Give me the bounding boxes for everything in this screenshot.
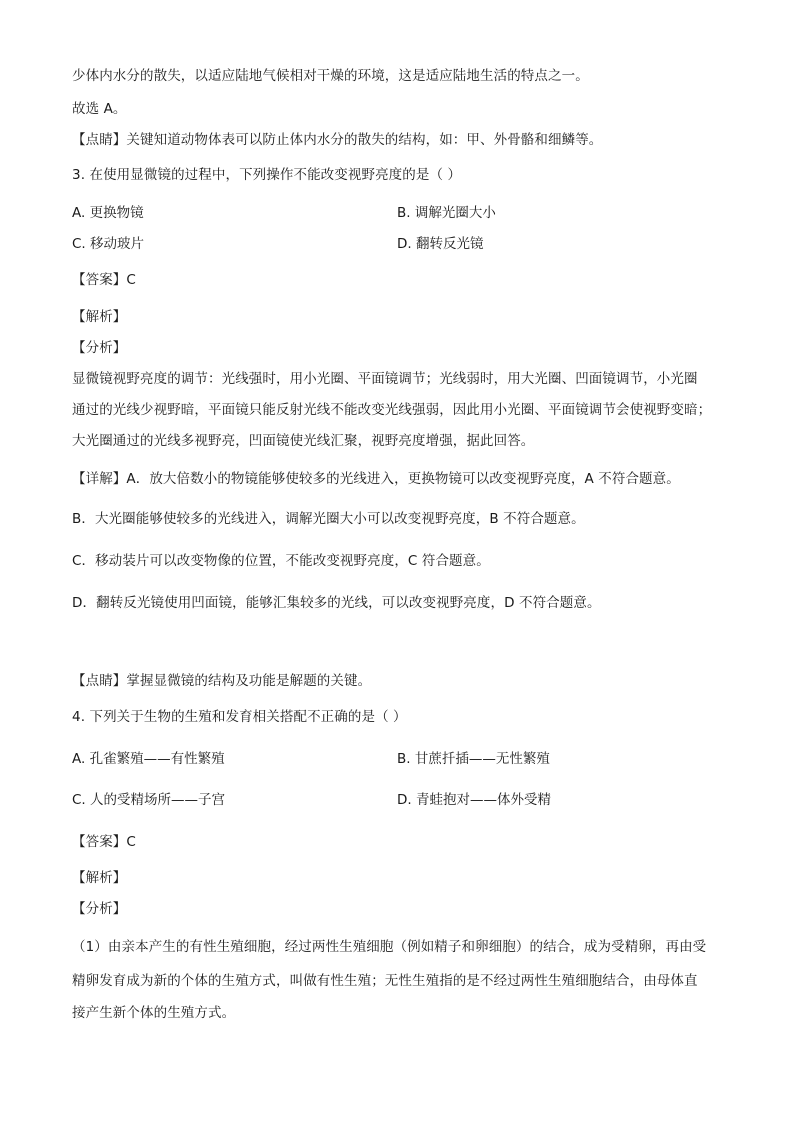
comment-line: 【点睛】关键知道动物体表可以防止体内水分的散失的结构，如：甲、外骨骼和细鳞等。 [72, 132, 603, 148]
text-line: 故选 A。 [72, 101, 127, 117]
question-3-detail-c: C．移动装片可以改变物像的位置，不能改变视野亮度，C 符合题意。 [72, 553, 490, 569]
text-line: 少体内水分的散失，以适应陆地气候相对干燥的环境，这是适应陆地生活的特点之一。 [72, 68, 589, 84]
question-4-analysis-label: 【解析】 [72, 870, 127, 886]
question-4-analysis-text: 接产生新个体的生殖方式。 [72, 1005, 236, 1021]
question-4-analysis-heading: 【分析】 [72, 901, 127, 917]
question-3-analysis-text: 通过的光线少视野暗，平面镜只能反射光线不能改变光线强弱，因此用小光圈、平面镜调节会使视野变暗； [72, 402, 712, 418]
question-4-option-a: A. 孔雀繁殖——有性繁殖 [72, 751, 225, 767]
question-3-option-b: B. 调解光圈大小 [397, 205, 496, 221]
question-4-stem: 4. 下列关于生物的生殖和发育相关搭配不正确的是（ ） [72, 709, 407, 725]
question-3-answer: 【答案】C [72, 272, 136, 288]
question-3-analysis-text: 大光圈通过的光线多视野亮，凹面镜使光线汇聚，视野亮度增强，据此回答。 [72, 433, 535, 449]
question-3-analysis-label: 【解析】 [72, 309, 127, 325]
question-3-stem: 3. 在使用显微镜的过程中，下列操作不能改变视野亮度的是（ ） [72, 167, 462, 183]
question-3-option-c: C. 移动玻片 [72, 236, 145, 252]
question-3-option-a: A. 更换物镜 [72, 205, 144, 221]
question-3-analysis-text: 显微镜视野亮度的调节：光线强时，用小光圈、平面镜调节；光线弱时，用大光圈、凹面镜调节，小光圈 [72, 371, 698, 387]
question-4-option-d: D. 青蛙抱对——体外受精 [397, 792, 551, 808]
question-3-detail-d: D．翻转反光镜使用凹面镜，能够汇集较多的光线，可以改变视野亮度，D 不符合题意。 [72, 595, 601, 611]
question-3-analysis-heading: 【分析】 [72, 340, 127, 356]
question-4-analysis-text: （1）由亲本产生的有性生殖细胞，经过两性生殖细胞（例如精子和卵细胞）的结合，成为受精卵，再由受 [72, 939, 707, 955]
question-4-analysis-text: 精卵发育成为新的个体的生殖方式，叫做有性生殖；无性生殖指的是不经过两性生殖细胞结合，由母体直 [72, 973, 698, 989]
question-3-detail-b: B．大光圈能够使较多的光线进入，调解光圈大小可以改变视野亮度，B 不符合题意。 [72, 511, 585, 527]
question-4-answer: 【答案】C [72, 834, 136, 850]
question-3-option-d: D. 翻转反光镜 [397, 236, 484, 252]
question-4-option-b: B. 甘蔗扦插——无性繁殖 [397, 751, 550, 767]
question-3-comment: 【点睛】掌握显微镜的结构及功能是解题的关键。 [72, 673, 372, 689]
question-3-detail-a: 【详解】A．放大倍数小的物镜能够使较多的光线进入，更换物镜可以改变视野亮度，A 不符合题意。 [72, 471, 680, 487]
question-4-option-c: C. 人的受精场所——子宫 [72, 792, 226, 808]
